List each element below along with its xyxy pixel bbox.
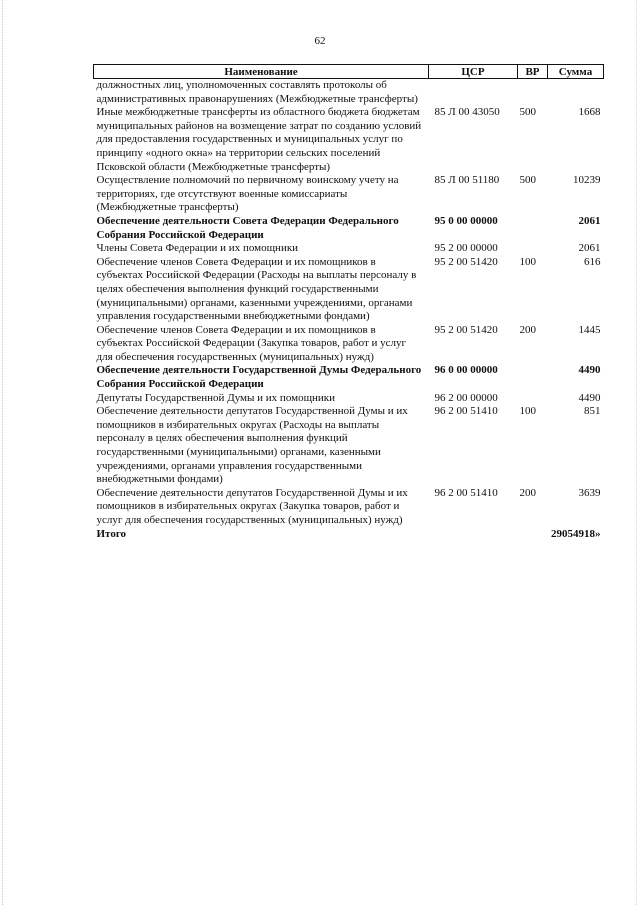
row-csr-cell: 96 2 00 51410 [434,486,498,499]
row-vr-cell: 100 [519,405,536,418]
row-vr-cell: 200 [519,323,536,336]
row-vr-cell [518,79,548,107]
row-sum-cell: 2061 [578,214,601,227]
table-row [94,106,604,174]
row-vr-cell [518,392,548,406]
scan-edge-left [2,0,4,905]
row-sum-cell [548,79,604,107]
row-csr-cell: 95 2 00 51420 [434,255,498,268]
row-csr-cell: 96 2 00 51410 [434,405,498,418]
row-sum-cell: 2061 [578,242,601,255]
row-name-cell: Депутаты Государственной Думы и их помощники [96,391,336,404]
row-csr-cell: 96 0 00 00000 [434,364,498,377]
row-csr-cell: 95 2 00 00000 [434,242,498,255]
table-row [94,392,604,406]
row-name-cell: Обеспечение членов Совета Федерации и их помощников в субъектах Российской Федерации (Расходы на выплаты персоналу в целях обеспечения выполнения функций государственными (муниципальными) органами, казенными учреждениями, органами управления государственными внебюджетными фондами) [96,255,417,323]
row-sum-cell: 1668 [578,106,601,119]
row-vr-cell: 200 [519,486,536,499]
table-row [94,324,604,365]
budget-table [93,64,604,541]
row-vr-cell: 500 [519,174,536,187]
table-row [94,405,604,487]
row-name-cell: Иные межбюджетные трансферты из областного бюджета бюджетам муниципальных районов на возмещение затрат по созданию условий для предоставления государственных и муниципальных услуг по принципу «одного окна» на территории сельских поселений Псковской области (Межбюджетные трансферты) [96,106,422,173]
table-header-row [94,65,604,79]
row-vr-cell [518,528,548,542]
row-csr-cell [429,79,518,107]
row-sum-cell: 3639 [578,486,601,499]
page-number: 62 [314,35,326,47]
header-name: Наименование [94,65,429,79]
header-csr: ЦСР [429,65,518,79]
row-csr-cell: 95 0 00 00000 [434,214,498,227]
row-name-cell: Обеспечение членов Совета Федерации и их помощников в субъектах Российской Федерации (Закупка товаров, работ и услуг для обеспечения государственных (муниципальных) нужд) [96,323,407,363]
table-row [94,528,604,542]
row-csr-cell: 85 Л 00 51180 [434,174,500,187]
row-name-cell: Обеспечение деятельности Совета Федерации Федерального Собрания Российской Федерации [96,214,399,241]
row-csr-cell: 95 2 00 51420 [434,323,498,336]
row-name-cell: должностных лиц, уполномоченных составлять протоколы об административных правонарушениях (Межбюджетные трансферты) [96,79,418,105]
row-sum-cell: 616 [584,255,601,268]
scan-edge-right [636,0,638,905]
row-csr-cell [429,528,518,542]
row-sum-cell: 4490 [578,364,601,377]
row-sum-cell: 10239 [573,174,601,187]
row-csr-cell: 85 Л 00 43050 [434,106,500,119]
row-name-cell: Обеспечение деятельности депутатов Государственной Думы и их помощников в избирательных округах (Расходы на выплаты персоналу в целях обеспечения выполнения функций государственными (муниципальными) органами, казенными учреждениями, органами управления государственными внебюджетными фондами) [96,405,408,486]
row-sum-cell: 29054918» [551,527,601,540]
table-row [94,79,604,107]
row-vr-cell [518,242,548,256]
row-name-cell: Осуществление полномочий по первичному воинскому учету на территориях, где отсутствуют военные комиссариаты (Межбюджетные трансферты) [96,174,399,214]
row-name-cell: Обеспечение деятельности депутатов Государственной Думы и их помощников в избирательных округах (Закупка товаров, работ и услуг для обеспечения государственных (муниципальных) нужд) [96,486,408,526]
row-vr-cell: 100 [519,255,536,268]
table-row [94,215,604,242]
row-sum-cell: 1445 [578,323,601,336]
header-sum: Сумма [548,65,604,79]
row-csr-cell: 96 2 00 00000 [434,391,498,404]
table-row [94,174,604,215]
table-row [94,256,604,324]
row-name-cell: Члены Совета Федерации и их помощники [96,242,299,255]
row-vr-cell [518,364,548,391]
row-vr-cell [518,215,548,242]
row-name-cell: Итого [96,527,127,540]
row-sum-cell: 4490 [578,391,601,404]
row-sum-cell: 851 [584,405,601,418]
row-vr-cell: 500 [519,106,536,119]
table-row [94,242,604,256]
header-vr: ВР [518,65,548,79]
table-row [94,487,604,528]
table-row [94,364,604,391]
row-name-cell: Обеспечение деятельности Государственной Думы Федерального Собрания Российской Федерации [96,364,422,391]
